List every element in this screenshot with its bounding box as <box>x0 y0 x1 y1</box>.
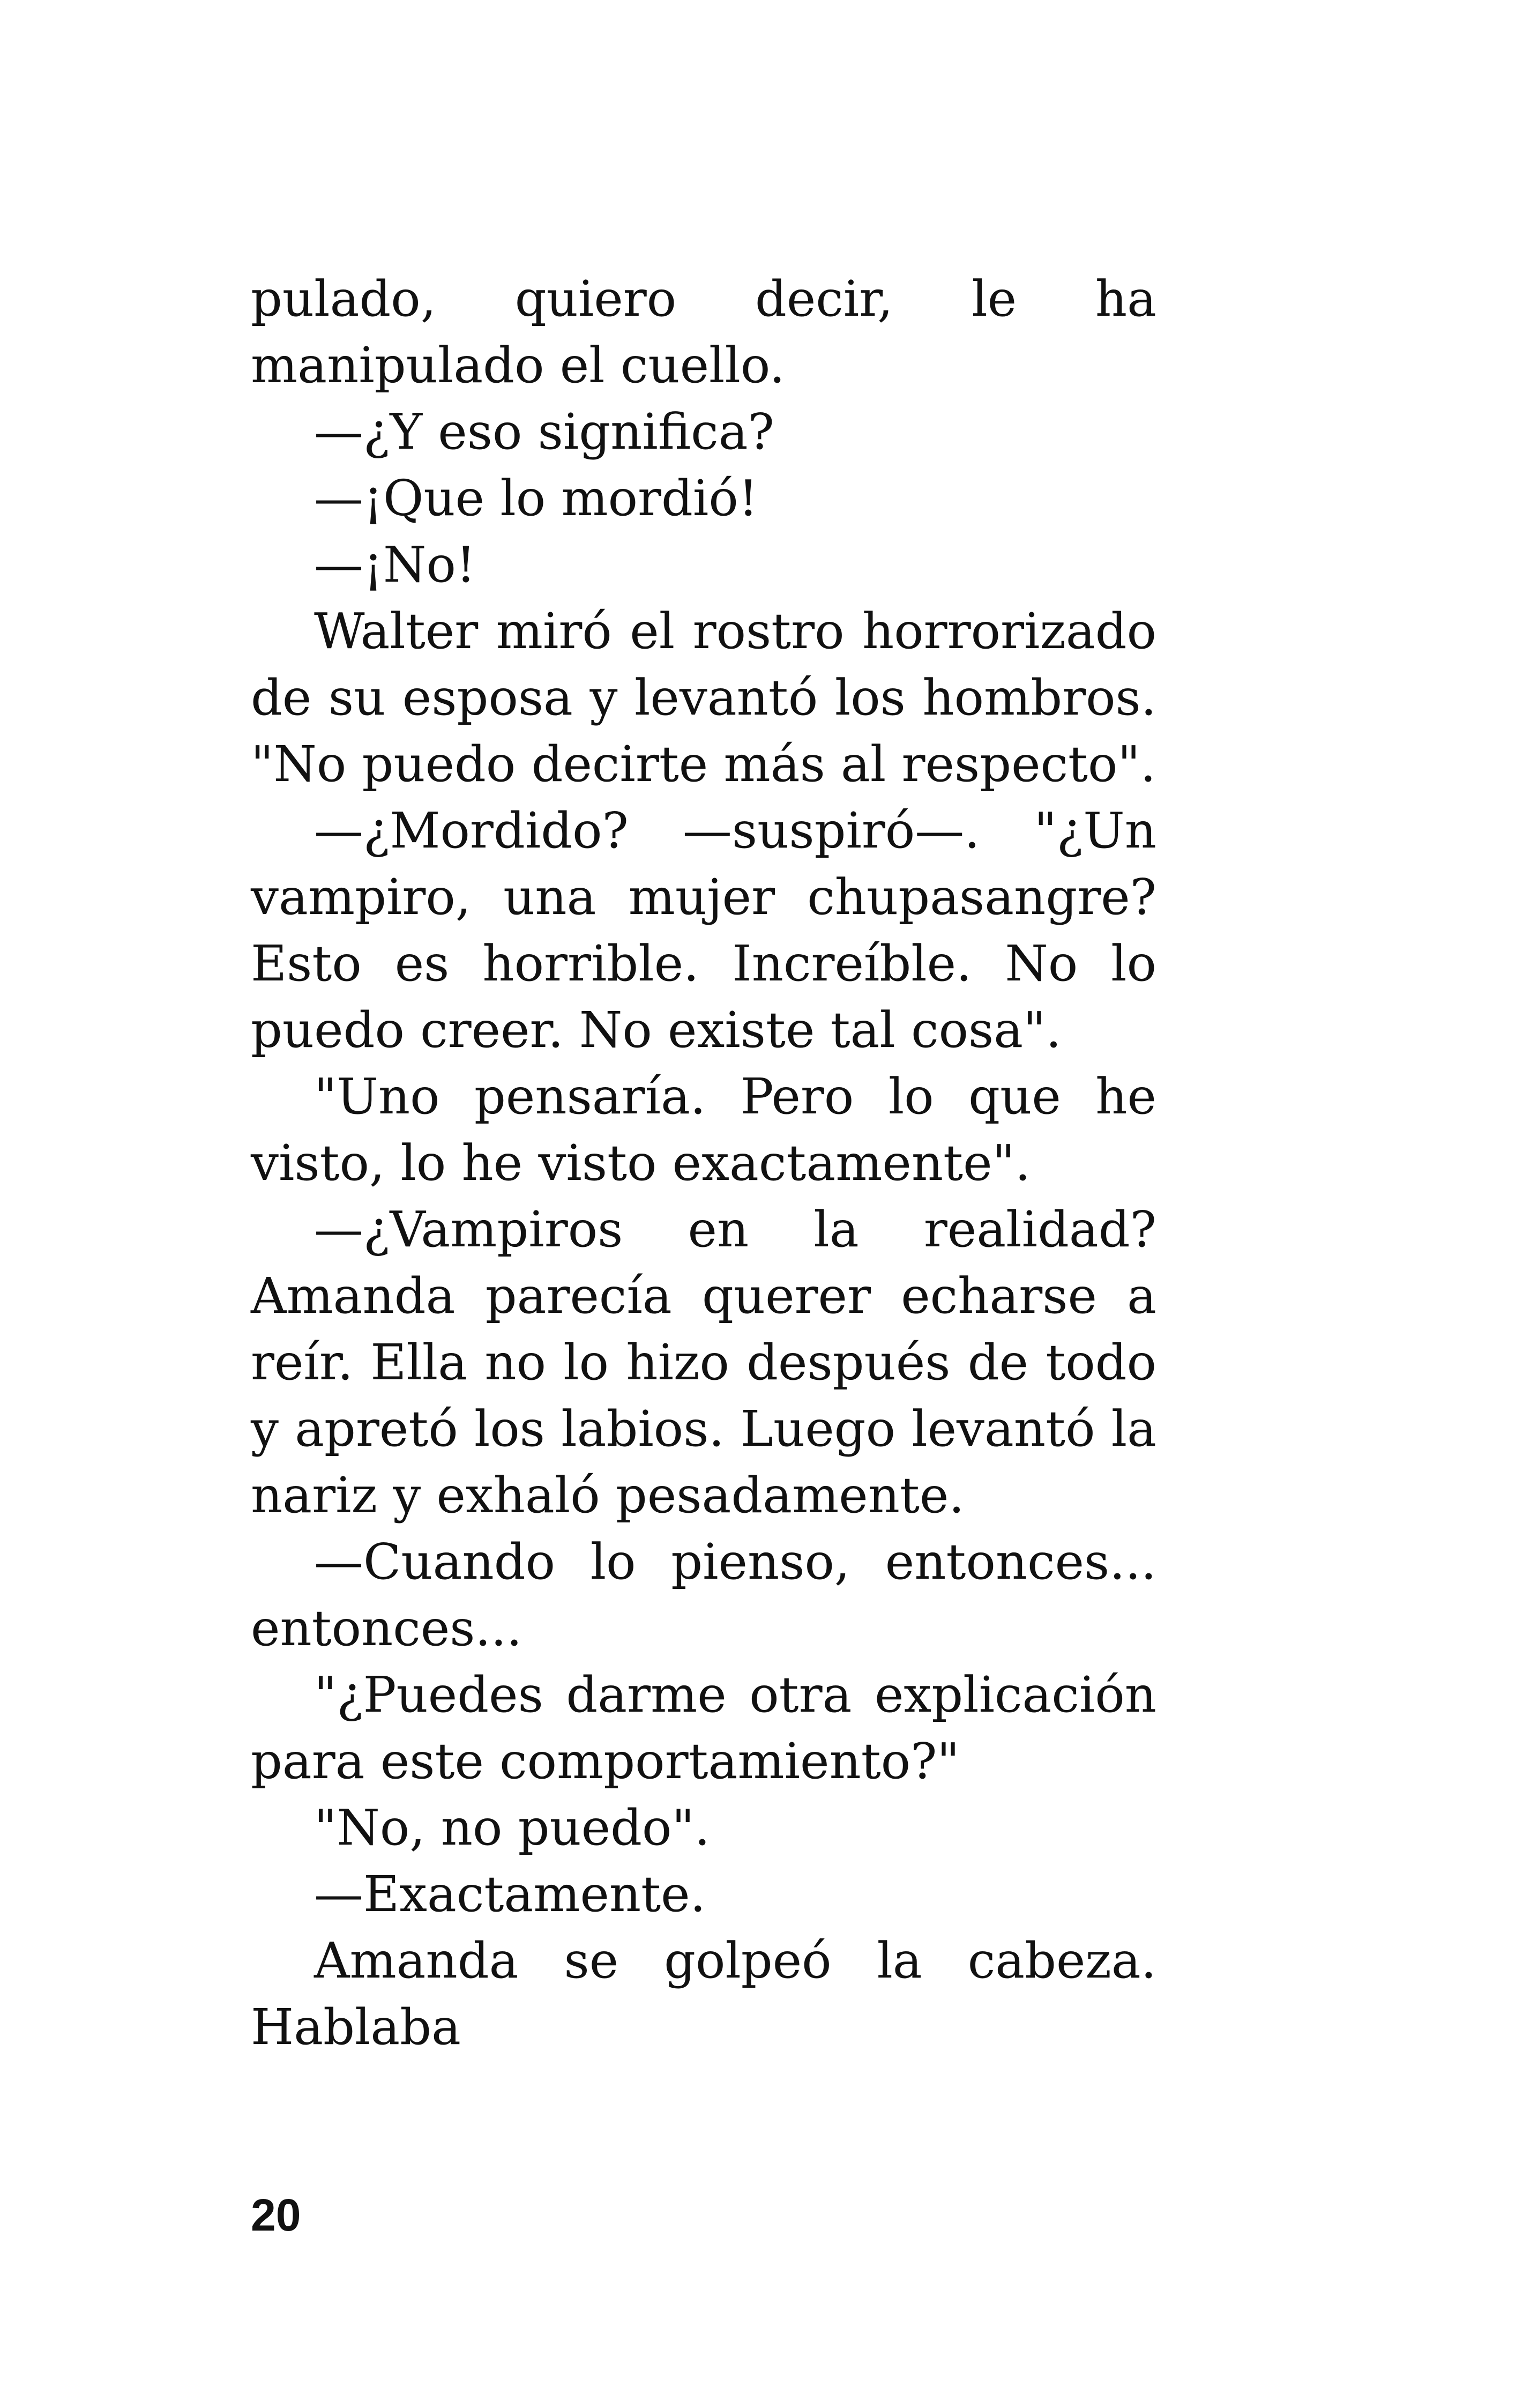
paragraph: pulado, quiero decir, le ha manipulado el cuello. <box>251 270 1156 394</box>
paragraph: Amanda se golpeó la cabeza. Hablaba <box>251 1932 1156 2056</box>
body-text <box>251 266 1156 2061</box>
paragraph: —Cuando lo pienso, entonces... entonces... <box>251 1533 1156 1657</box>
paragraph: "¿Puedes darme otra explicación para este comportamiento?" <box>251 1666 1156 1790</box>
paragraph: —Exactamente. <box>314 1866 706 1923</box>
paragraph: —¡Que lo mordió! <box>314 470 758 527</box>
paragraph: "No, no puedo". <box>314 1799 711 1856</box>
paragraph: —¿Vampiros en la realidad? Amanda parecía querer echarse a reír. Ella no lo hizo después de todo y apretó los labios. Luego levantó la nariz y exhaló pesadamente. <box>251 1201 1156 1524</box>
paragraph: Walter miró el rostro horrorizado de su esposa y levantó los hombros. "No puedo decirte más al respecto". <box>251 603 1156 793</box>
paragraph: —¡No! <box>314 536 476 593</box>
paragraph: "Uno pensaría. Pero lo que he visto, lo he visto exactamente". <box>251 1068 1156 1192</box>
page-number: 20 <box>251 2190 301 2240</box>
paragraph: —¿Mordido? —suspiró—. "¿Un vampiro, una mujer chupasangre? Esto es horrible. Increíble. No lo puedo creer. No existe tal cosa". <box>251 802 1156 1059</box>
paragraph: —¿Y eso significa? <box>314 403 774 460</box>
